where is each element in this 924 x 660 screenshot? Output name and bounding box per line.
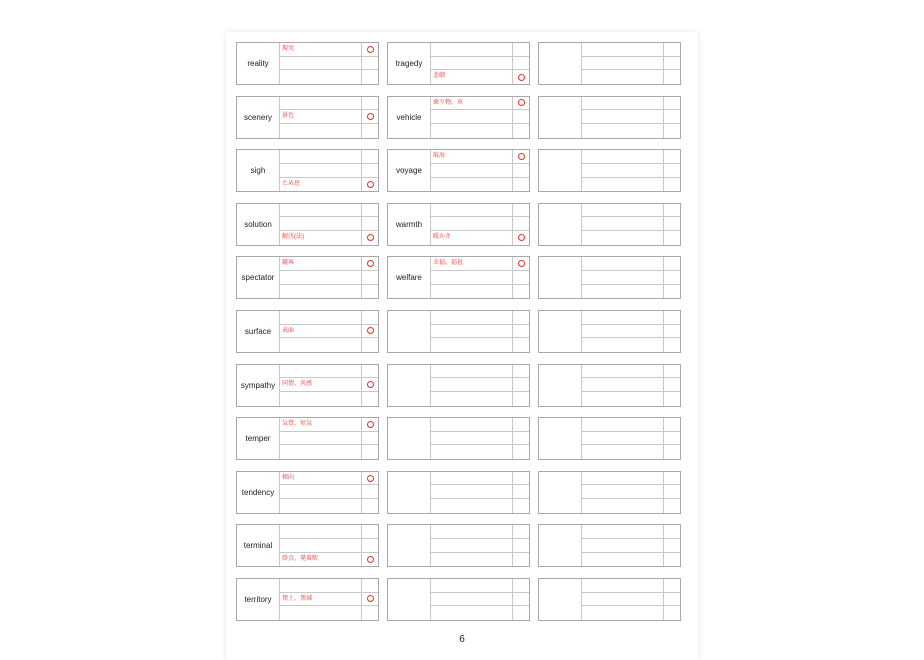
check-box[interactable]	[664, 485, 680, 499]
correct-circle-icon	[367, 595, 374, 602]
meaning-line[interactable]	[582, 579, 664, 593]
check-box[interactable]	[362, 325, 378, 339]
vocab-card	[236, 417, 379, 460]
check-box[interactable]	[513, 124, 529, 138]
check-box[interactable]	[513, 204, 529, 218]
meaning-line[interactable]	[431, 164, 513, 178]
meaning-line[interactable]	[431, 432, 513, 446]
vocab-word: territory	[237, 579, 280, 620]
meaning-line[interactable]: 現実	[280, 43, 362, 57]
check-box[interactable]	[664, 365, 680, 379]
meaning-line[interactable]	[280, 124, 362, 138]
check-box[interactable]	[664, 257, 680, 271]
vocab-word: surface	[237, 311, 280, 352]
check-box[interactable]	[513, 418, 529, 432]
vocab-card	[387, 203, 530, 246]
meaning-line[interactable]	[280, 579, 362, 593]
meaning-line[interactable]	[431, 365, 513, 379]
meaning-line[interactable]: 悲劇	[431, 70, 513, 84]
vocabulary-grid	[236, 42, 681, 621]
page-number: 6	[459, 634, 465, 645]
meaning-line[interactable]	[280, 432, 362, 446]
vocab-word	[539, 472, 582, 513]
vocab-card	[387, 471, 530, 514]
meaning-line[interactable]	[280, 392, 362, 406]
check-box[interactable]	[362, 606, 378, 620]
correct-circle-icon	[367, 181, 374, 188]
meaning-line[interactable]	[431, 285, 513, 299]
vocab-card	[387, 417, 530, 460]
check-box[interactable]	[362, 418, 378, 432]
meaning-line[interactable]: 乗り物、車	[431, 97, 513, 111]
vocab-card	[538, 364, 681, 407]
meaning-line[interactable]	[431, 311, 513, 325]
meaning-line[interactable]	[582, 257, 664, 271]
vocab-card	[387, 310, 530, 353]
meaning-line[interactable]	[582, 285, 664, 299]
vocab-card	[236, 364, 379, 407]
check-box[interactable]	[664, 271, 680, 285]
meaning-line[interactable]	[431, 525, 513, 539]
meaning-line[interactable]	[582, 593, 664, 607]
meaning-line[interactable]	[431, 178, 513, 192]
check-box[interactable]	[362, 553, 378, 567]
vocab-word: terminal	[237, 525, 280, 566]
vocab-card	[236, 524, 379, 567]
meaning-line[interactable]	[431, 472, 513, 486]
check-box[interactable]	[362, 485, 378, 499]
vocab-word	[388, 525, 431, 566]
check-box[interactable]	[513, 338, 529, 352]
vocab-word	[539, 525, 582, 566]
meaning-line[interactable]	[431, 553, 513, 567]
meaning-line[interactable]	[582, 43, 664, 57]
vocab-word: sigh	[237, 150, 280, 191]
vocab-word	[388, 418, 431, 459]
meaning-line[interactable]	[582, 178, 664, 192]
meaning-line[interactable]	[431, 124, 513, 138]
meaning-line[interactable]	[582, 338, 664, 352]
vocab-card	[387, 578, 530, 621]
meaning-line[interactable]	[582, 97, 664, 111]
check-box[interactable]	[513, 311, 529, 325]
correct-circle-icon	[518, 74, 525, 81]
check-box[interactable]	[513, 231, 529, 245]
meaning-line[interactable]	[431, 110, 513, 124]
meaning-line[interactable]	[582, 392, 664, 406]
check-box[interactable]	[362, 311, 378, 325]
correct-circle-icon	[367, 381, 374, 388]
meaning-line[interactable]: 領土、領域	[280, 593, 362, 607]
meaning-line[interactable]	[582, 485, 664, 499]
check-box[interactable]	[664, 553, 680, 567]
check-box[interactable]	[664, 445, 680, 459]
meaning-line[interactable]: 傾向	[280, 472, 362, 486]
check-box[interactable]	[513, 378, 529, 392]
check-box[interactable]	[664, 110, 680, 124]
meaning-line[interactable]	[431, 499, 513, 513]
meaning-line[interactable]	[582, 499, 664, 513]
meaning-line[interactable]	[582, 110, 664, 124]
check-box[interactable]	[513, 606, 529, 620]
vocab-card	[236, 96, 379, 139]
meaning-line[interactable]	[582, 365, 664, 379]
check-box[interactable]	[362, 445, 378, 459]
check-box[interactable]	[664, 525, 680, 539]
vocab-word: scenery	[237, 97, 280, 138]
meaning-line[interactable]: 同情、共感	[280, 378, 362, 392]
check-box[interactable]	[664, 606, 680, 620]
vocab-word: solution	[237, 204, 280, 245]
check-box[interactable]	[664, 539, 680, 553]
check-box[interactable]	[664, 593, 680, 607]
vocab-card	[236, 310, 379, 353]
meaning-line[interactable]	[582, 606, 664, 620]
meaning-line[interactable]	[582, 70, 664, 84]
check-box[interactable]	[513, 325, 529, 339]
vocab-word: reality	[237, 43, 280, 84]
meaning-line[interactable]	[280, 365, 362, 379]
check-box[interactable]	[513, 164, 529, 178]
check-box[interactable]	[513, 97, 529, 111]
correct-circle-icon	[367, 475, 374, 482]
meaning-line[interactable]	[431, 57, 513, 71]
check-box[interactable]	[664, 311, 680, 325]
check-box[interactable]	[362, 178, 378, 192]
check-box[interactable]	[513, 432, 529, 446]
meaning-line[interactable]	[280, 485, 362, 499]
meaning-line[interactable]	[582, 231, 664, 245]
meaning-line[interactable]	[431, 271, 513, 285]
check-box[interactable]	[362, 525, 378, 539]
meaning-line[interactable]	[431, 606, 513, 620]
check-box[interactable]	[513, 110, 529, 124]
check-box[interactable]	[362, 365, 378, 379]
check-box[interactable]	[513, 285, 529, 299]
check-box[interactable]	[513, 365, 529, 379]
check-box[interactable]	[513, 579, 529, 593]
check-box[interactable]	[664, 378, 680, 392]
check-box[interactable]	[513, 472, 529, 486]
meaning-line[interactable]	[280, 57, 362, 71]
vocab-word	[539, 365, 582, 406]
correct-circle-icon	[518, 99, 525, 106]
check-box[interactable]	[362, 231, 378, 245]
vocab-word	[539, 579, 582, 620]
meaning-line[interactable]	[280, 70, 362, 84]
correct-circle-icon	[518, 260, 525, 267]
meaning-line[interactable]	[431, 392, 513, 406]
correct-circle-icon	[367, 260, 374, 267]
meaning-line[interactable]: 暖かさ	[431, 231, 513, 245]
meaning-line[interactable]	[582, 164, 664, 178]
vocab-word: welfare	[388, 257, 431, 298]
check-box[interactable]	[513, 539, 529, 553]
worksheet-page	[226, 32, 698, 660]
check-box[interactable]	[513, 445, 529, 459]
check-box[interactable]	[513, 499, 529, 513]
meaning-line[interactable]: 気質、短気	[280, 418, 362, 432]
check-box[interactable]	[513, 485, 529, 499]
check-box[interactable]	[362, 579, 378, 593]
meaning-line[interactable]	[582, 525, 664, 539]
vocab-card	[538, 203, 681, 246]
check-box[interactable]	[362, 124, 378, 138]
check-box[interactable]	[362, 257, 378, 271]
check-box[interactable]	[513, 525, 529, 539]
check-box[interactable]	[362, 70, 378, 84]
check-box[interactable]	[664, 418, 680, 432]
meaning-line[interactable]	[582, 311, 664, 325]
meaning-line[interactable]	[582, 57, 664, 71]
check-box[interactable]	[513, 217, 529, 231]
vocab-card	[387, 256, 530, 299]
check-box[interactable]	[664, 70, 680, 84]
meaning-line[interactable]	[280, 311, 362, 325]
check-box[interactable]	[513, 257, 529, 271]
vocab-card	[236, 42, 379, 85]
meaning-line[interactable]	[280, 204, 362, 218]
vocab-card	[236, 256, 379, 299]
check-box[interactable]	[362, 43, 378, 57]
meaning-line[interactable]	[280, 606, 362, 620]
correct-circle-icon	[518, 153, 525, 160]
vocab-word	[539, 204, 582, 245]
vocab-word: vehicle	[388, 97, 431, 138]
meaning-line[interactable]	[582, 553, 664, 567]
vocab-word	[539, 97, 582, 138]
check-box[interactable]	[362, 378, 378, 392]
vocab-word	[539, 43, 582, 84]
meaning-line[interactable]: ため息	[280, 178, 362, 192]
meaning-line[interactable]	[280, 539, 362, 553]
check-box[interactable]	[664, 285, 680, 299]
vocab-card	[538, 256, 681, 299]
meaning-line[interactable]	[582, 418, 664, 432]
vocab-word	[539, 311, 582, 352]
check-box[interactable]	[362, 472, 378, 486]
meaning-line[interactable]	[280, 338, 362, 352]
check-box[interactable]	[362, 392, 378, 406]
check-box[interactable]	[362, 164, 378, 178]
vocab-card	[538, 578, 681, 621]
check-box[interactable]	[362, 285, 378, 299]
meaning-line[interactable]	[431, 418, 513, 432]
check-box[interactable]	[664, 57, 680, 71]
vocab-card	[387, 524, 530, 567]
meaning-line[interactable]	[431, 217, 513, 231]
check-box[interactable]	[513, 271, 529, 285]
meaning-line[interactable]	[431, 539, 513, 553]
check-box[interactable]	[513, 553, 529, 567]
check-box[interactable]	[664, 338, 680, 352]
vocab-card	[236, 203, 379, 246]
meaning-line[interactable]	[582, 445, 664, 459]
check-box[interactable]	[513, 57, 529, 71]
meaning-line[interactable]	[582, 124, 664, 138]
check-box[interactable]	[362, 499, 378, 513]
correct-circle-icon	[367, 234, 374, 241]
vocab-card	[538, 417, 681, 460]
vocab-card	[387, 364, 530, 407]
meaning-line[interactable]	[280, 164, 362, 178]
vocab-card	[538, 96, 681, 139]
meaning-line[interactable]	[582, 378, 664, 392]
check-box[interactable]	[362, 338, 378, 352]
vocab-word: temper	[237, 418, 280, 459]
vocab-card	[538, 149, 681, 192]
meaning-line[interactable]	[431, 325, 513, 339]
check-box[interactable]	[362, 271, 378, 285]
meaning-line[interactable]	[582, 539, 664, 553]
meaning-line[interactable]: 幸福、福祉	[431, 257, 513, 271]
correct-circle-icon	[367, 113, 374, 120]
vocab-card	[538, 471, 681, 514]
vocab-word: tragedy	[388, 43, 431, 84]
meaning-line[interactable]: 観客	[280, 257, 362, 271]
check-box[interactable]	[664, 43, 680, 57]
vocab-card	[387, 42, 530, 85]
check-box[interactable]	[362, 97, 378, 111]
check-box[interactable]	[664, 472, 680, 486]
vocab-card	[538, 524, 681, 567]
check-box[interactable]	[362, 57, 378, 71]
meaning-line[interactable]	[582, 271, 664, 285]
meaning-line[interactable]	[582, 472, 664, 486]
correct-circle-icon	[518, 234, 525, 241]
meaning-line[interactable]	[280, 271, 362, 285]
meaning-line[interactable]	[431, 204, 513, 218]
check-box[interactable]	[362, 539, 378, 553]
check-box[interactable]	[513, 392, 529, 406]
meaning-line[interactable]	[582, 204, 664, 218]
vocab-card	[236, 471, 379, 514]
check-box[interactable]	[362, 204, 378, 218]
meaning-line[interactable]	[280, 445, 362, 459]
meaning-line[interactable]	[582, 325, 664, 339]
check-box[interactable]	[664, 164, 680, 178]
meaning-line[interactable]: 解決(法)	[280, 231, 362, 245]
check-box[interactable]	[362, 150, 378, 164]
check-box[interactable]	[362, 432, 378, 446]
meaning-line[interactable]: 航海	[431, 150, 513, 164]
vocab-word	[539, 150, 582, 191]
vocab-card	[387, 96, 530, 139]
meaning-line[interactable]	[431, 378, 513, 392]
correct-circle-icon	[367, 46, 374, 53]
meaning-line[interactable]	[582, 432, 664, 446]
check-box[interactable]	[362, 593, 378, 607]
check-box[interactable]	[362, 217, 378, 231]
vocab-word: sympathy	[237, 365, 280, 406]
vocab-word	[388, 472, 431, 513]
meaning-line[interactable]	[431, 593, 513, 607]
check-box[interactable]	[664, 499, 680, 513]
meaning-line[interactable]	[280, 217, 362, 231]
meaning-line[interactable]	[431, 485, 513, 499]
vocab-card	[236, 578, 379, 621]
meaning-line[interactable]: 景色	[280, 110, 362, 124]
correct-circle-icon	[367, 421, 374, 428]
vocab-word	[388, 365, 431, 406]
check-box[interactable]	[664, 178, 680, 192]
vocab-word: warmth	[388, 204, 431, 245]
vocab-word: tendency	[237, 472, 280, 513]
correct-circle-icon	[367, 556, 374, 563]
check-box[interactable]	[513, 178, 529, 192]
meaning-line[interactable]: 表面	[280, 325, 362, 339]
check-box[interactable]	[362, 110, 378, 124]
check-box[interactable]	[664, 231, 680, 245]
vocab-word	[539, 418, 582, 459]
meaning-line[interactable]	[431, 338, 513, 352]
check-box[interactable]	[513, 43, 529, 57]
meaning-line[interactable]	[280, 97, 362, 111]
meaning-line[interactable]	[431, 579, 513, 593]
meaning-line[interactable]	[431, 43, 513, 57]
check-box[interactable]	[664, 432, 680, 446]
check-box[interactable]	[513, 150, 529, 164]
vocab-word	[388, 311, 431, 352]
vocab-card	[538, 310, 681, 353]
check-box[interactable]	[664, 97, 680, 111]
correct-circle-icon	[367, 327, 374, 334]
meaning-line[interactable]	[431, 445, 513, 459]
check-box[interactable]	[664, 124, 680, 138]
vocab-card	[538, 42, 681, 85]
check-box[interactable]	[513, 593, 529, 607]
meaning-line[interactable]	[582, 217, 664, 231]
vocab-word	[388, 579, 431, 620]
vocab-word	[539, 257, 582, 298]
vocab-word: spectator	[237, 257, 280, 298]
check-box[interactable]	[664, 204, 680, 218]
meaning-line[interactable]	[280, 525, 362, 539]
check-box[interactable]	[664, 217, 680, 231]
vocab-card	[236, 149, 379, 192]
check-box[interactable]	[664, 392, 680, 406]
vocab-word: voyage	[388, 150, 431, 191]
meaning-line[interactable]	[280, 150, 362, 164]
meaning-line[interactable]: 終点、発着駅	[280, 553, 362, 567]
meaning-line[interactable]	[280, 499, 362, 513]
check-box[interactable]	[513, 70, 529, 84]
check-box[interactable]	[664, 325, 680, 339]
vocab-card	[387, 149, 530, 192]
meaning-line[interactable]	[582, 150, 664, 164]
check-box[interactable]	[664, 150, 680, 164]
meaning-line[interactable]	[280, 285, 362, 299]
check-box[interactable]	[664, 579, 680, 593]
